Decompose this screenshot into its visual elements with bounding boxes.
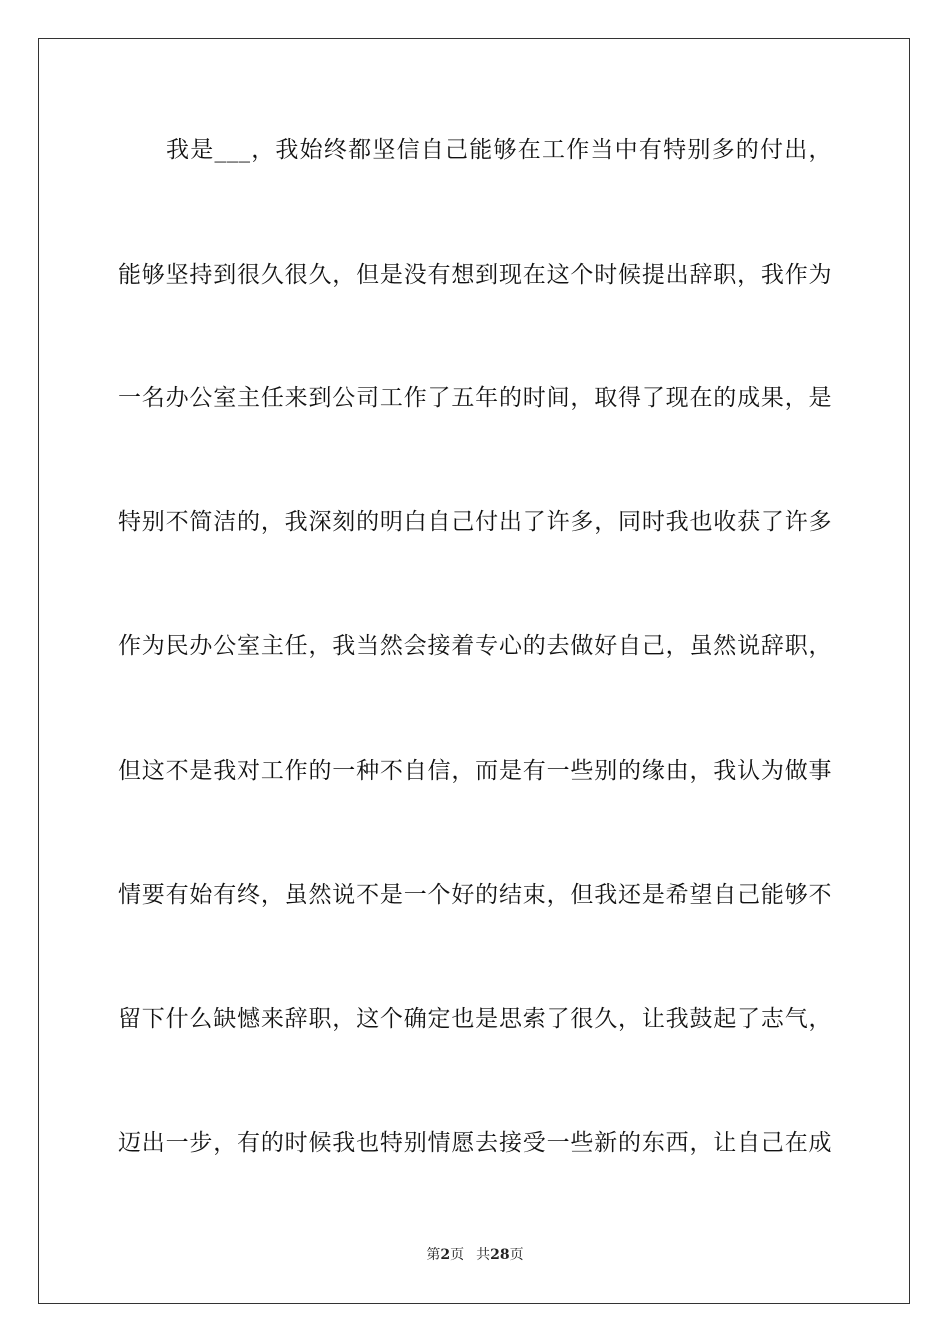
- page-suffix: 页: [450, 1247, 465, 1263]
- page-number: 2: [440, 1247, 451, 1263]
- paragraph-line: 作为民办公室主任，我当然会接着专心的去做好自己，虽然说辞职，: [118, 633, 832, 659]
- total-suffix: 页: [509, 1247, 524, 1263]
- paragraph-line: 一名办公室主任来到公司工作了五年的时间，取得了现在的成果，是: [118, 385, 832, 411]
- paragraph-line: 迈出一步，有的时候我也特别情愿去接受一些新的东西，让自己在成: [118, 1130, 832, 1156]
- total-prefix: 共: [476, 1247, 491, 1263]
- page-border: [38, 38, 910, 1304]
- paragraph-line: 特别不简洁的，我深刻的明白自己付出了许多，同时我也收获了许多: [118, 509, 832, 535]
- page-footer: [0, 1244, 950, 1264]
- paragraph-line: 能够坚持到很久很久，但是没有想到现在这个时候提出辞职，我作为: [118, 262, 832, 288]
- total-pages: 28: [490, 1247, 510, 1263]
- paragraph-line: 我是___，我始终都坚信自己能够在工作当中有特别多的付出，: [166, 137, 832, 163]
- paragraph-line: 情要有始有终，虽然说不是一个好的结束，但我还是希望自己能够不: [118, 882, 832, 908]
- paragraph-line: 但这不是我对工作的一种不自信，而是有一些别的缘由，我认为做事: [118, 758, 832, 784]
- page-prefix: 第: [426, 1247, 441, 1263]
- paragraph-line: 留下什么缺憾来辞职，这个确定也是思索了很久，让我鼓起了志气，: [118, 1006, 832, 1032]
